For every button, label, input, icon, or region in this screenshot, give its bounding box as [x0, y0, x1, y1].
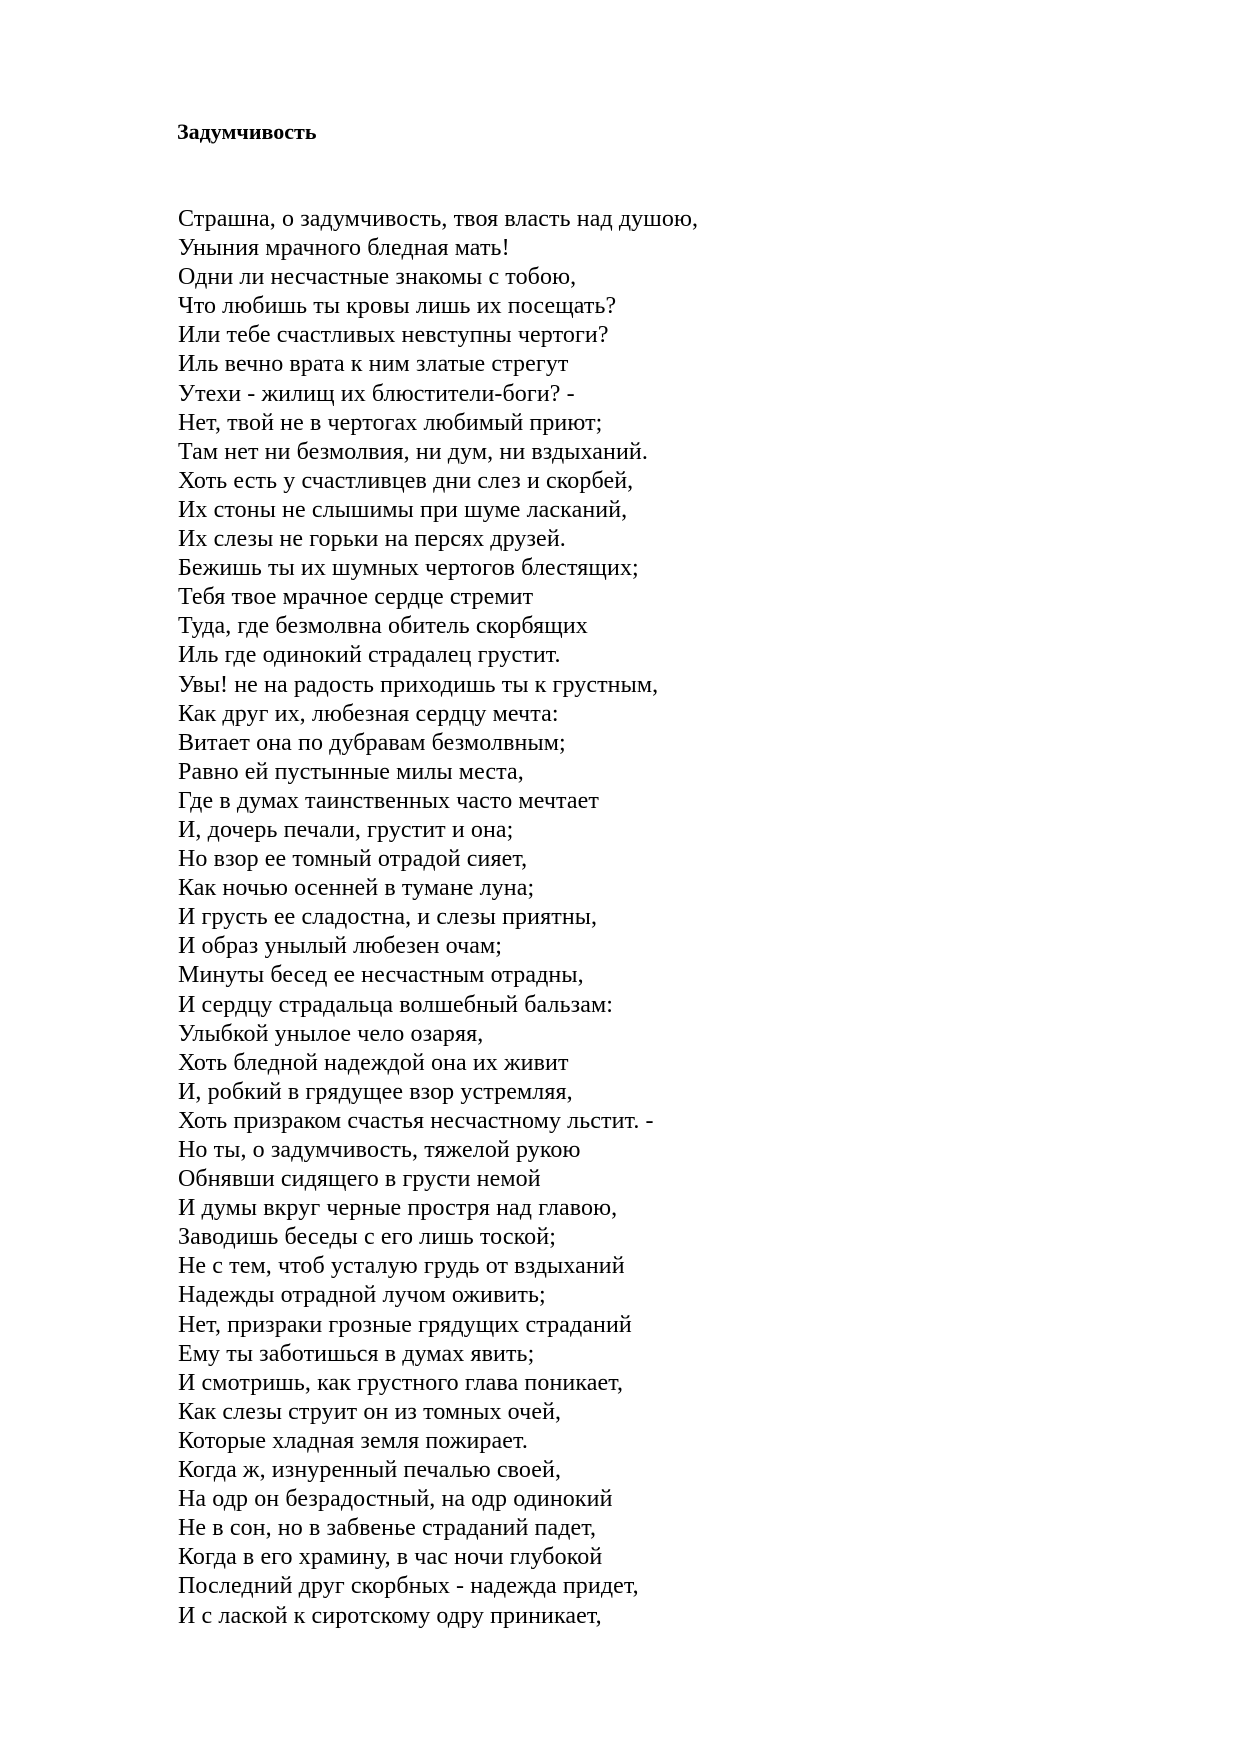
poem-line: Иль вечно врата к ним златые стрегут — [178, 351, 569, 378]
poem-line: И думы вкруг черные простря над главою, — [178, 1195, 618, 1222]
poem-line: Но ты, о задумчивость, тяжелой рукою — [178, 1137, 581, 1163]
poem-line: И с лаской к сиротскому одру приникает, — [178, 1602, 602, 1629]
poem-line: Там нет ни безмолвия, ни дум, ни вздыханий. — [178, 438, 648, 465]
poem-line: Но взор ее томный отрадой сияет, — [178, 846, 528, 873]
poem-title: Задумчивость — [177, 119, 317, 144]
poem-line: Уныния мрачного бледная мать! — [178, 235, 510, 262]
poem-line: Улыбкой унылое чело озаряя, — [178, 1020, 484, 1047]
poem-line: Как слезы струит он из томных очей, — [178, 1398, 562, 1425]
poem-line: Витает она по дубравам безмолвным; — [178, 729, 566, 756]
poem-line: Не в сон, но в забвенье страданий падет, — [178, 1515, 597, 1542]
poem-line: Минуты бесед ее несчастным отрадны, — [178, 962, 584, 989]
poem-line: Нет, твой не в чертогах любимый приют; — [178, 409, 603, 436]
poem-line: Заводишь беседы с его лишь тоской; — [178, 1224, 556, 1251]
poem-line: Хоть есть у счастливцев дни слез и скорбей, — [178, 467, 634, 494]
poem-line: Обнявши сидящего в грусти немой — [178, 1166, 541, 1193]
poem-line: Или тебе счастливых невступны чертоги? — [178, 322, 609, 349]
poem-line: Когда ж, изнуренный печалью своей, — [178, 1457, 562, 1484]
poem-line: Хоть призраком счастья несчастному льстит. - — [178, 1107, 654, 1134]
poem-line: Которые хладная земля пожирает. — [178, 1427, 528, 1454]
poem-line: Их слезы не горьки на персях друзей. — [178, 526, 566, 553]
poem-line: И грусть ее сладостна, и слезы приятны, — [178, 904, 598, 931]
poem-line: Одни ли несчастные знакомы с тобою, — [178, 264, 577, 291]
poem-line: Нет, призраки грозные грядущих страданий — [178, 1311, 632, 1338]
poem-line: Туда, где безмолвна обитель скорбящих — [178, 613, 588, 640]
poem-line: Страшна, о задумчивость, твоя власть над душою, — [178, 206, 699, 232]
poem-line: И, дочерь печали, грустит и она; — [178, 816, 514, 843]
poem-line: И, робкий в грядущее взор устремляя, — [178, 1078, 573, 1105]
poem-line: И сердцу страдальца волшебный бальзам: — [178, 991, 614, 1018]
poem-line: Надежды отрадной лучом оживить; — [178, 1282, 546, 1309]
poem-line: Где в думах таинственных часто мечтает — [178, 787, 599, 814]
poem-line: Ему ты заботишься в думах явить; — [178, 1340, 535, 1367]
poem-line: Бежишь ты их шумных чертогов блестящих; — [178, 555, 639, 582]
poem-line: Последний друг скорбных - надежда придет, — [178, 1573, 639, 1600]
poem-line: И образ унылый любезен очам; — [178, 933, 503, 960]
poem-line: И смотришь, как грустного глава поникает, — [178, 1369, 624, 1396]
poem-line: Их стоны не слышимы при шуме ласканий, — [178, 496, 628, 523]
poem-line: Иль где одинокий страдалец грустит. — [178, 642, 561, 669]
poem-line: Не с тем, чтоб усталую грудь от вздыханий — [178, 1253, 625, 1280]
poem-line: Хоть бледной надеждой она их живит — [178, 1049, 569, 1076]
poem-line: Как друг их, любезная сердцу мечта: — [178, 700, 559, 727]
poem-line: Что любишь ты кровы лишь их посещать? — [178, 293, 617, 320]
poem-body — [178, 205, 1178, 1631]
poem-line: Тебя твое мрачное сердце стремит — [178, 584, 534, 611]
poem-line: На одр он безрадостный, на одр одинокий — [178, 1486, 613, 1513]
poem-line: Утехи - жилищ их блюстители-боги? - — [178, 380, 575, 407]
poem-line: Увы! не на радость приходишь ты к грустным, — [178, 671, 659, 698]
poem-line: Как ночью осенней в тумане луна; — [178, 875, 535, 902]
poem-line: Равно ей пустынные милы места, — [178, 758, 524, 785]
poem-line: Когда в его храмину, в час ночи глубокой — [178, 1544, 603, 1571]
